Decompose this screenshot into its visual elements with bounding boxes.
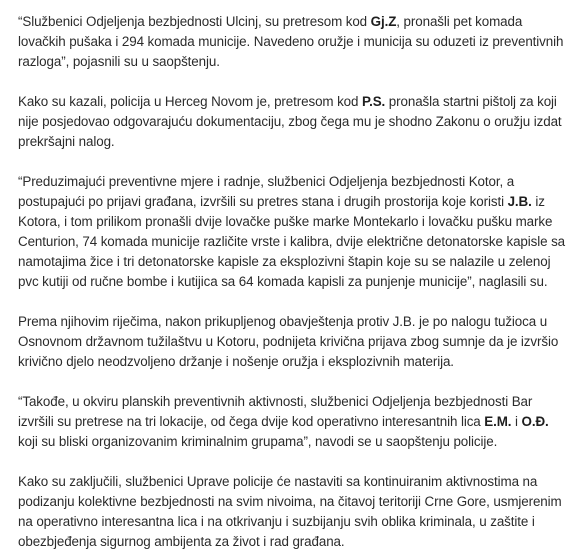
text-segment: pronašla startni pištolj za koji nije posjedovao odgovarajuću dokumentaciju, zbog čega mu je shodno Zakonu o oružju izdat prekršajni nalog. bbox=[18, 94, 562, 149]
paragraph bbox=[18, 392, 569, 452]
person-initials: E.M. bbox=[484, 414, 512, 429]
text-segment: “Preduzimajući preventivne mjere i radnje, službenici Odjeljenja bezbjednosti Kotor, a postupajući po prijavi građana, izvršili su pretres stana i drugih prostorija koje koristi bbox=[18, 174, 515, 209]
text-segment: “Službenici Odjeljenja bezbjednosti Ulcinj, su pretresom kod bbox=[18, 14, 371, 29]
paragraph bbox=[18, 312, 569, 372]
paragraph bbox=[18, 12, 569, 72]
text-segment: , pronašli pet komada lovačkih pušaka i 294 komada municije. Navedeno oružje i municija su oduzeti iz preventivnih razloga”, pojasnili su u saopštenju. bbox=[18, 14, 564, 69]
paragraph bbox=[18, 472, 569, 552]
person-initials: J.B. bbox=[507, 194, 532, 209]
text-segment: koji su bliski organizovanim kriminalnim grupama”, navodi se u saopštenju policije. bbox=[18, 434, 498, 449]
text-segment: Prema njihovim riječima, nakon prikupljenog obavještenja protiv J.B. je po nalogu tužioca u Osnovnom državnom tužilaštvu u Kotoru, podnijeta krivična prijava zbog sumnje da je izvršio krivično djelo neodzvoljeno držanje i nošenje oružja i eksplozivnih materija. bbox=[18, 314, 559, 369]
text-segment: Kako su kazali, policija u Herceg Novom je, pretresom kod bbox=[18, 94, 362, 109]
text-segment: Kako su zaključili, službenici Uprave policije će nastaviti sa kontinuiranim aktivnostima na podizanju kolektivne bezbjednosti na svim nivoima, na čitavoj teritoriji Crne Gore, usmjerenim na operativno interesantna lica i na otkrivanju i suzbijanju svih oblika kriminala, u zaštite i obezbjeđenja sigurnog ambijenta za život i rad građana. bbox=[18, 474, 562, 549]
text-segment: iz Kotora, i tom prilikom pronašli dvije lovačke puške marke Montekarlo i lovačku pušku marke Centurion, 74 komada municije različite vrste i kalibra, dvije električne detonatorske kapisle sa namotajima žice i tri detonatorske kapisle za eksplozivni štapin koje su se nalazile u zelenoj pvc kutiji od ručne bombe i kutijica sa 64 komada kapisli za punjenje municije”, naglasili su. bbox=[18, 194, 566, 289]
text-segment: i bbox=[511, 414, 522, 429]
paragraph bbox=[18, 172, 569, 292]
person-initials: Gj.Z bbox=[370, 14, 397, 29]
text-segment: “Takođe, u okviru planskih preventivnih aktivnosti, službenici Odjeljenja bezbjednosti Bar izvršili su pretrese na tri lokacije, od čega dvije kod operativno interesantnih lica bbox=[18, 394, 533, 429]
person-initials: O.Đ. bbox=[521, 414, 549, 429]
paragraph bbox=[18, 92, 569, 152]
person-initials: P.S. bbox=[362, 94, 386, 109]
